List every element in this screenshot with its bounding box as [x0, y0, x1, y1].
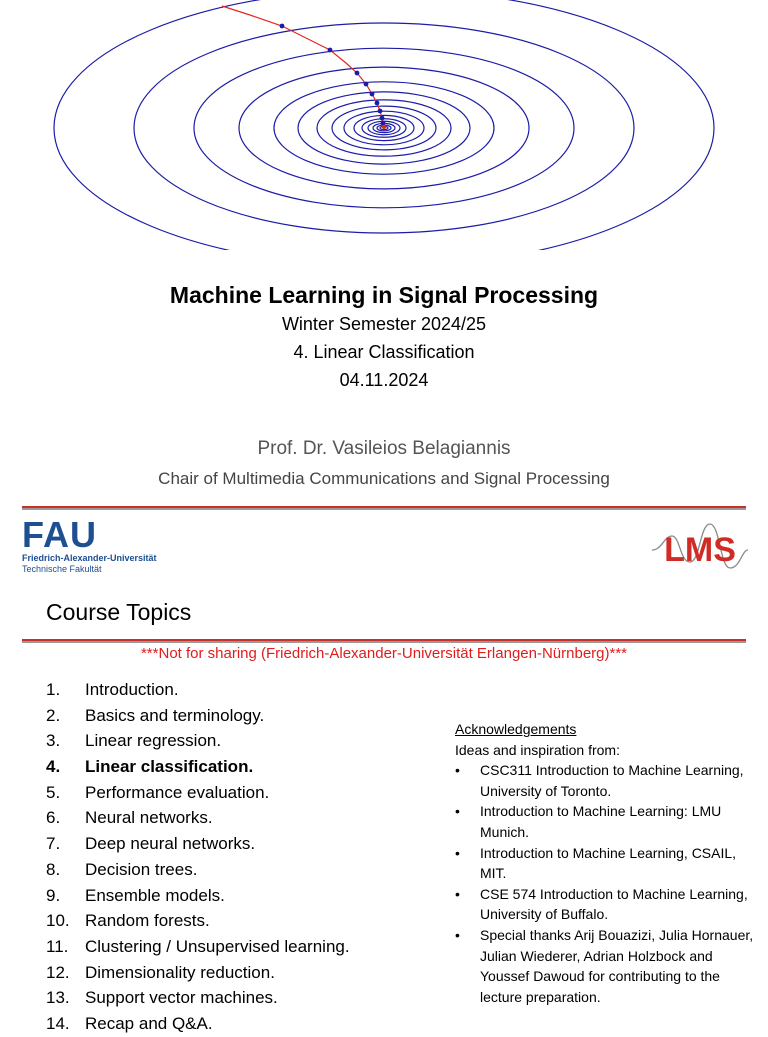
descent-step-dot: [328, 48, 333, 53]
topic-item: 10. Random forests.: [46, 911, 210, 931]
acknowledgement-item: • Special thanks Arij Bouazizi, Julia Hornauer, Julian Wiederer, Adrian Holzbock and Youssef Dawoud for contributing to the lecture preparation.: [455, 925, 765, 1007]
topic-list: [46, 677, 350, 1037]
descent-step-dot: [381, 121, 386, 126]
descent-step-dot: [280, 24, 285, 29]
optimum-marker: [382, 125, 386, 129]
acknowledgements-title: Acknowledgements: [455, 721, 577, 737]
descent-step-dot: [370, 92, 375, 97]
title-slide: [0, 0, 768, 500]
not-for-sharing-notice: ***Not for sharing (Friedrich-Alexander-Universität Erlangen-Nürnberg)***: [140, 645, 628, 662]
topics-divider-gray: [22, 641, 746, 643]
professor-name: Prof. Dr. Vasileios Belagiannis: [257, 438, 511, 459]
fau-logo-line2: Technische Fakultät: [22, 564, 102, 574]
topic-item: 8. Decision trees.: [46, 859, 198, 879]
topic-item: 1. Introduction.: [46, 680, 179, 699]
slide-title: Machine Learning in Signal Processing: [169, 282, 599, 308]
acknowledgement-item: • CSC311 Introduction to Machine Learning, University of Toronto.: [455, 760, 765, 801]
descent-step-dot: [375, 101, 380, 106]
lms-logo: [650, 516, 750, 576]
lms-logo-text: LMS: [664, 531, 736, 569]
course-topics-title: Course Topics: [46, 599, 192, 625]
acknowledgement-item: • Introduction to Machine Learning, CSAIL, MIT.: [455, 843, 765, 884]
topic-item: 12. Dimensionality reduction.: [46, 962, 275, 982]
topic-item-current: 4. Linear classification.: [46, 757, 254, 777]
descent-step-dot: [378, 109, 383, 114]
acknowledgements-intro: Ideas and inspiration from:: [455, 741, 620, 758]
topic-item: 2. Basics and terminology.: [46, 705, 265, 725]
topic-item: 7. Deep neural networks.: [46, 834, 256, 854]
lecture-date: 04.11.2024: [339, 370, 429, 390]
acknowledgement-item: • Introduction to Machine Learning: LMU Munich.: [455, 801, 765, 842]
acknowledgements-list: [455, 760, 765, 1007]
fau-logo: [22, 514, 172, 577]
fau-logo-text: FAU: [22, 514, 97, 555]
descent-step-dot: [380, 116, 385, 121]
topic-item: 3. Linear regression.: [46, 731, 222, 751]
fau-logo-line1: Friedrich-Alexander-Universität: [22, 553, 157, 563]
topic-item: 14. Recap and Q&A.: [46, 1013, 213, 1033]
acknowledgements: [455, 719, 765, 1007]
chair-name: Chair of Multimedia Communications and Signal Processing: [158, 469, 610, 488]
gradient-descent-contour-plot: [0, 0, 768, 250]
acknowledgement-item: • CSE 574 Introduction to Machine Learning, University of Buffalo.: [455, 884, 765, 925]
descent-step-dot: [355, 71, 360, 76]
lecture-title: 4. Linear Classification: [293, 342, 475, 362]
topic-item: 9. Ensemble models.: [46, 885, 225, 905]
topic-item: 13. Support vector machines.: [46, 988, 278, 1008]
topic-item: 5. Performance evaluation.: [46, 782, 270, 802]
descent-step-dot: [364, 82, 369, 87]
semester: Winter Semester 2024/25: [281, 314, 487, 334]
header-divider-gray: [22, 508, 746, 510]
topic-item: 6. Neural networks.: [46, 808, 213, 828]
topic-item: 11. Clustering / Unsupervised learning.: [46, 936, 350, 956]
